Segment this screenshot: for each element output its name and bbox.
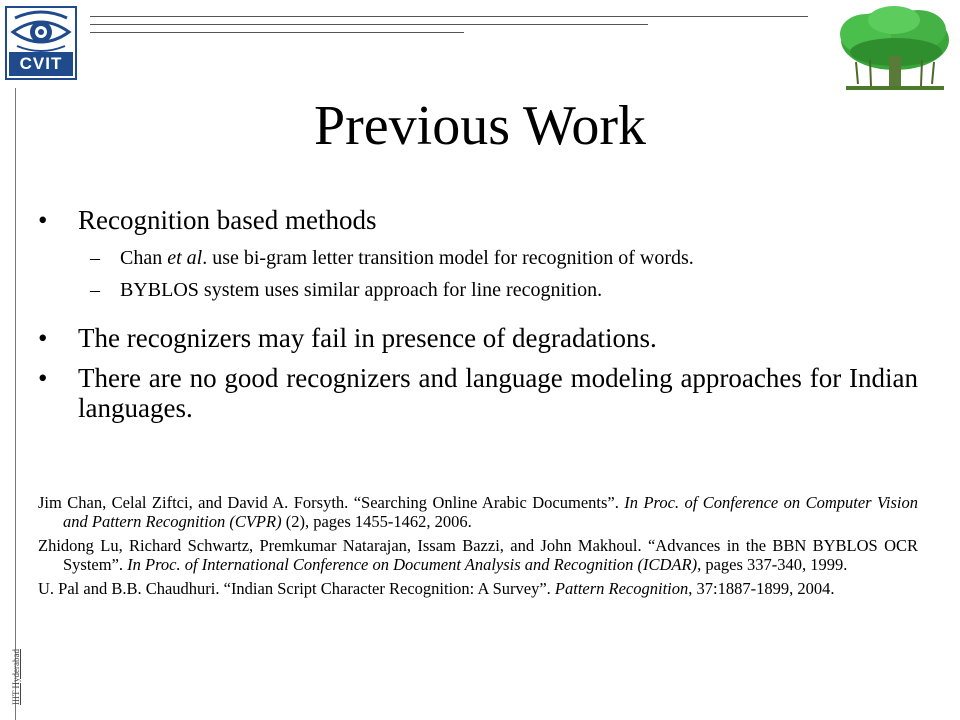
sub-bullet-item: [38, 245, 918, 271]
header-line: [90, 24, 648, 25]
reference-list: [38, 493, 918, 603]
sub-bullet-text: BYBLOS system uses similar approach for line recognition.: [120, 279, 603, 301]
bullet-marker: •: [38, 323, 48, 353]
bullet-marker: •: [38, 363, 48, 393]
cvit-logo: [5, 6, 77, 80]
institution-label: IIIT Hyderabad: [11, 648, 21, 706]
bullet-text: There are no good recognizers and language modeling approaches for Indian languages.: [78, 363, 918, 423]
sub-bullet-item: [38, 277, 918, 303]
bullet-marker: •: [38, 205, 48, 235]
bullet-item: [38, 323, 918, 353]
header-line: [90, 16, 808, 17]
bullet-list: [38, 205, 918, 423]
tree-icon: [836, 4, 954, 94]
header-line: [90, 32, 464, 33]
reference-item: Jim Chan, Celal Ziftci, and David A. Forsyth. “Searching Online Arabic Documents”. In Proc. of Conference on Computer Vision and Pattern Recognition (CVPR) (2), pages 1455-1462, 2006.: [38, 493, 918, 531]
eye-icon: [9, 10, 73, 55]
reference-item: U. Pal and B.B. Chaudhuri. “Indian Script Character Recognition: A Survey”. Pattern Recognition, 37:1887-1899, 2004.: [38, 579, 835, 598]
left-rule: [15, 88, 16, 720]
bullet-text: Recognition based methods: [78, 205, 377, 235]
slide-title: Previous Work: [313, 95, 646, 157]
bullet-item: [38, 363, 918, 423]
dash-marker: –: [90, 247, 100, 269]
bullet-item: [38, 205, 918, 235]
logo-label: CVIT: [9, 52, 73, 76]
reference-item: Zhidong Lu, Richard Schwartz, Premkumar Natarajan, Issam Bazzi, and John Makhoul. “Advances in the BBN BYBLOS OCR System”. In Proc. of International Conference on Document Analysis and Recognition (ICDAR), pages 337-340, 1999.: [38, 536, 918, 574]
dash-marker: –: [90, 279, 100, 301]
sub-bullet-text: Chan et al. use bi-gram letter transition model for recognition of words.: [120, 247, 694, 269]
bullet-text: The recognizers may fail in presence of degradations.: [78, 323, 657, 353]
